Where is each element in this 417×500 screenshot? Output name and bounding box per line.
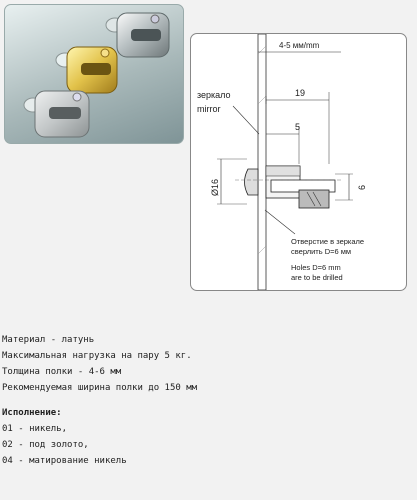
specifications — [2, 332, 197, 396]
note-en-line2: are to be drilled — [291, 273, 343, 282]
gold-holder — [56, 47, 117, 93]
product-photo — [4, 4, 184, 144]
holder-section — [235, 166, 341, 208]
mirror-panel — [258, 34, 266, 290]
dim-diameter: Ø16 — [210, 178, 220, 196]
finish-item-nickel: 01 - никель, — [2, 424, 68, 434]
technical-drawing-svg — [191, 34, 406, 290]
finish-item-matte-nickel: 04 - матирование никель — [2, 456, 127, 466]
dim-thickness: 4-5 мм/mm — [279, 41, 320, 50]
spec-shelf-thickness: Толщина полки - 4-6 мм — [2, 367, 122, 377]
spec-max-load: Максимальная нагрузка на пару 5 кг. — [2, 351, 192, 361]
spec-material: Материал - латунь — [2, 335, 95, 345]
finish-item-gold: 02 - под золото, — [2, 440, 89, 450]
note-ru-line2: сверлить D=6 мм — [291, 247, 352, 256]
label-mirror-en: mirror — [197, 104, 221, 114]
dim-19: 19 — [295, 88, 306, 98]
note-en-line1: Holes D=6 mm — [291, 263, 341, 272]
technical-drawing — [190, 33, 407, 291]
finish-options — [2, 405, 127, 469]
finish-title: Исполнение: — [2, 408, 62, 418]
spec-shelf-width: Рекомендуемая ширина полки до 150 мм — [2, 383, 198, 393]
note-ru-line1: Отверстие в зеркале — [291, 237, 365, 246]
matte-nickel-holder — [24, 91, 89, 137]
nickel-holder — [106, 13, 169, 57]
dim-6: 6 — [357, 184, 367, 190]
label-mirror-ru: зеркало — [197, 90, 231, 100]
dim-5: 5 — [295, 122, 301, 132]
product-photo-illustration — [5, 5, 183, 143]
